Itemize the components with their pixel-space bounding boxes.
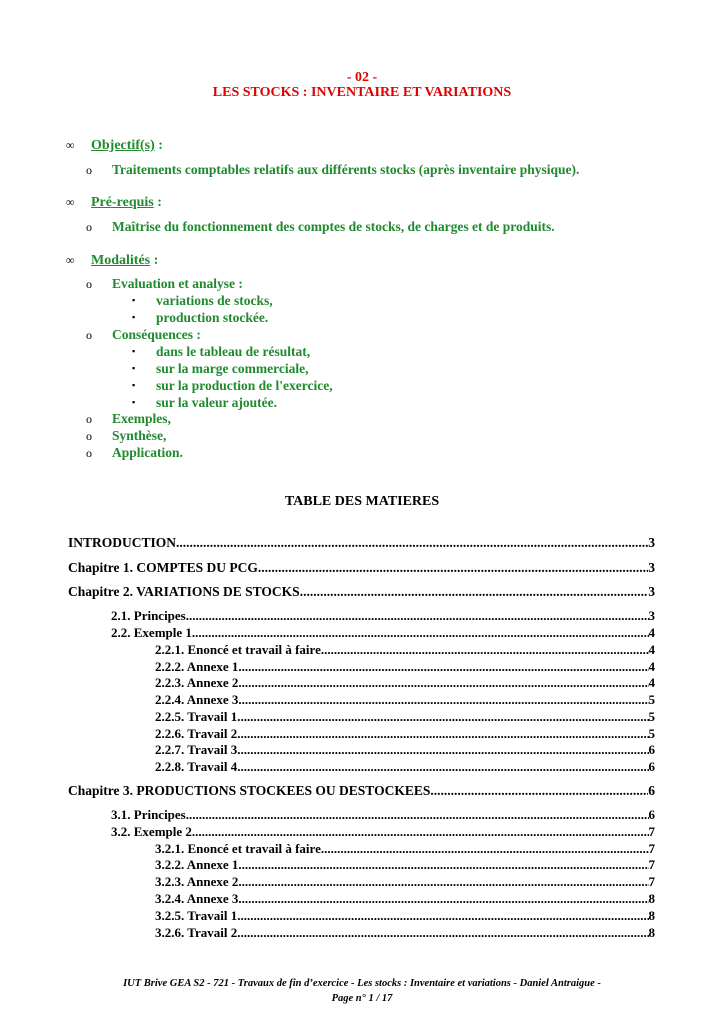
list-item: o Application. [86, 445, 183, 460]
infinity-bullet-icon: ∞ [66, 253, 75, 267]
section-objectifs: ∞ Objectif(s) : [66, 138, 163, 153]
square-bullet-icon: ▪ [132, 363, 136, 373]
circle-bullet-icon: o [86, 328, 92, 342]
square-bullet-icon: ▪ [132, 397, 136, 407]
circle-bullet-icon: o [86, 163, 92, 177]
toc-entry[interactable]: 3.1. Principes. ..... 6 [111, 807, 655, 823]
toc-entry[interactable]: 2.2.8. Travail 4. ..... 6 [155, 759, 655, 775]
document-number: - 02 - [346, 70, 378, 85]
circle-bullet-icon: o [86, 220, 92, 234]
section-heading: Modalités [91, 253, 151, 268]
toc-entry[interactable]: 2.2.1. Enoncé et travail à faire. ..... 4 [155, 642, 655, 658]
toc-entry[interactable]: Chapitre 3. PRODUCTIONS STOCKEES OU DESTOCKEES. ..... 6 [68, 783, 655, 799]
toc-title: TABLE DES MATIERES [284, 494, 440, 509]
toc-entry[interactable]: INTRODUCTION ..... 3 [68, 535, 655, 551]
toc-entry[interactable]: 3.2.4. Annexe 3. ..... 8 [155, 891, 655, 907]
toc-entry[interactable]: 2.2.7. Travail 3. ..... 6 [155, 742, 655, 758]
list-subitem: ▪ dans le tableau de résultat, [132, 344, 311, 359]
circle-bullet-icon: o [86, 446, 92, 460]
toc-entry[interactable]: 3.2.3. Annexe 2. ..... 7 [155, 874, 655, 890]
list-subitem: ▪ production stockée. [132, 310, 269, 325]
toc-entry[interactable]: 2.2.5. Travail 1. ..... 5 [155, 709, 655, 725]
toc-entry[interactable]: 2.2.2. Annexe 1. ..... 4 [155, 659, 655, 675]
section-heading: Pré-requis [91, 195, 154, 210]
list-subitem: ▪ sur la valeur ajoutée. [132, 395, 277, 410]
list-item: o Maîtrise du fonctionnement des comptes de stocks, de charges et de produits. [86, 219, 555, 234]
toc-entry[interactable]: 2.2. Exemple 1. ..... 4 [111, 625, 655, 641]
circle-bullet-icon: o [86, 412, 92, 426]
square-bullet-icon: ▪ [132, 312, 136, 322]
list-subitem: ▪ sur la marge commerciale, [132, 361, 309, 376]
toc-entry[interactable]: 2.1. Principes. ..... 3 [111, 608, 655, 624]
toc-entry[interactable]: 2.2.3. Annexe 2. ..... 4 [155, 675, 655, 691]
toc-entry[interactable]: 2.2.4. Annexe 3. ..... 5 [155, 692, 655, 708]
footer-line: IUT Brive GEA S2 - 721 - Travaux de fin d’exercice - Les stocks : Inventaire et variations - Daniel Antraigue - [123, 978, 601, 989]
list-item: o Exemples, [86, 411, 171, 426]
section-heading: Objectif(s) [91, 138, 155, 153]
section-modalites: ∞ Modalités : [66, 253, 159, 268]
infinity-bullet-icon: ∞ [66, 195, 75, 209]
circle-bullet-icon: o [86, 277, 92, 291]
footer-page-number: Page n° 1 / 17 [331, 993, 393, 1004]
square-bullet-icon: ▪ [132, 295, 136, 305]
circle-bullet-icon: o [86, 429, 92, 443]
toc-entry[interactable]: 3.2.6. Travail 2. ..... 8 [155, 925, 655, 941]
square-bullet-icon: ▪ [132, 380, 136, 390]
list-subitem: ▪ variations de stocks, [132, 293, 273, 308]
section-prerequis: ∞ Pré-requis : [66, 195, 162, 210]
list-item: o Evaluation et analyse : [86, 276, 243, 291]
toc-entry[interactable]: 3.2.1. Enoncé et travail à faire. ..... 7 [155, 841, 655, 857]
toc-entry[interactable]: 3.2. Exemple 2. ..... 7 [111, 824, 655, 840]
document-title: LES STOCKS : INVENTAIRE ET VARIATIONS [212, 85, 512, 100]
toc-entry[interactable]: Chapitre 2. VARIATIONS DE STOCKS. ..... 3 [68, 584, 655, 600]
list-item: o Synthèse, [86, 428, 167, 443]
list-item: o Conséquences : [86, 327, 201, 342]
toc-entry[interactable]: 2.2.6. Travail 2. ..... 5 [155, 726, 655, 742]
toc-entry[interactable]: 3.2.2. Annexe 1. ..... 7 [155, 857, 655, 873]
list-subitem: ▪ sur la production de l'exercice, [132, 378, 333, 393]
toc-entry[interactable]: Chapitre 1. COMPTES DU PCG. ..... 3 [68, 560, 655, 576]
list-item: o Traitements comptables relatifs aux différents stocks (après inventaire physique). [86, 162, 580, 177]
toc-entry[interactable]: 3.2.5. Travail 1. ..... 8 [155, 908, 655, 924]
square-bullet-icon: ▪ [132, 346, 136, 356]
infinity-bullet-icon: ∞ [66, 138, 75, 152]
